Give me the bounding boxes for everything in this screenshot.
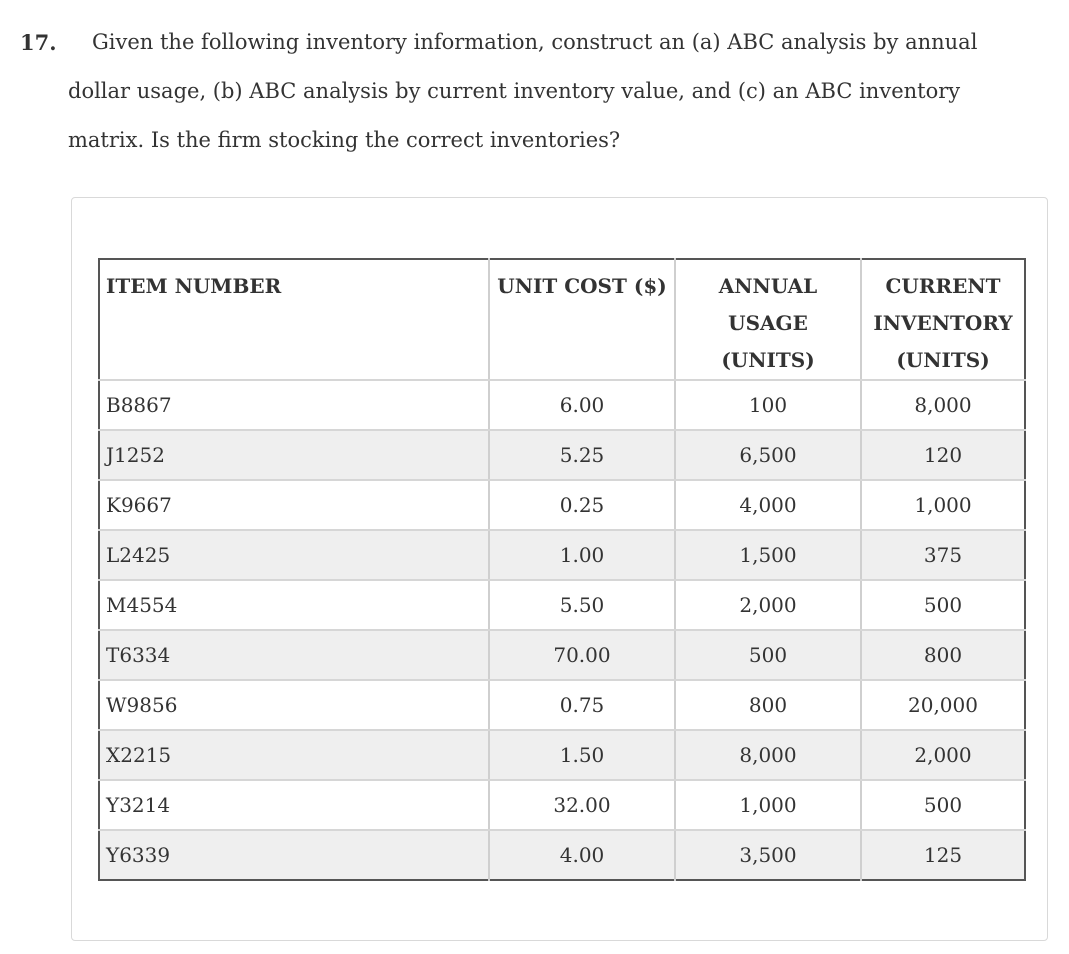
header-item-number: ITEM NUMBER	[99, 259, 489, 380]
cell-current-inventory: 8,000	[861, 380, 1025, 430]
cell-annual-usage: 3,500	[675, 830, 861, 880]
cell-current-inventory: 375	[861, 530, 1025, 580]
cell-current-inventory: 1,000	[861, 480, 1025, 530]
table-row	[99, 780, 1025, 830]
cell-current-inventory: 800	[861, 630, 1025, 680]
header-current-inventory-line: (UNITS)	[896, 348, 990, 372]
cell-annual-usage: 4,000	[675, 480, 861, 530]
table-row	[99, 530, 1025, 580]
cell-unit-cost: 1.00	[489, 530, 675, 580]
inventory-table	[98, 258, 1026, 881]
cell-unit-cost: 1.50	[489, 730, 675, 780]
cell-unit-cost: 0.25	[489, 480, 675, 530]
header-annual-usage-line: (UNITS)	[721, 348, 815, 372]
cell-annual-usage: 800	[675, 680, 861, 730]
header-current-inventory	[861, 259, 1025, 380]
cell-unit-cost: 0.75	[489, 680, 675, 730]
cell-current-inventory: 20,000	[861, 680, 1025, 730]
cell-unit-cost: 70.00	[489, 630, 675, 680]
cell-annual-usage: 2,000	[675, 580, 861, 630]
cell-unit-cost: 6.00	[489, 380, 675, 430]
cell-item: B8867	[99, 380, 489, 430]
table-row	[99, 630, 1025, 680]
question-text-line: Given the following inventory information, construct an (a) ABC analysis by annual	[92, 30, 978, 54]
header-annual-usage-line: USAGE	[728, 311, 808, 335]
table-card	[71, 197, 1048, 941]
cell-unit-cost: 5.25	[489, 430, 675, 480]
question-text-line: dollar usage, (b) ABC analysis by current inventory value, and (c) an ABC inventory	[68, 79, 961, 103]
table-row	[99, 730, 1025, 780]
table-header-row	[99, 259, 1025, 380]
cell-current-inventory: 500	[861, 580, 1025, 630]
cell-current-inventory: 500	[861, 780, 1025, 830]
cell-unit-cost: 32.00	[489, 780, 675, 830]
cell-current-inventory: 120	[861, 430, 1025, 480]
table-row	[99, 480, 1025, 530]
cell-item: J1252	[99, 430, 489, 480]
cell-annual-usage: 8,000	[675, 730, 861, 780]
question-line-3	[20, 116, 1060, 165]
header-current-inventory-line: INVENTORY	[873, 311, 1013, 335]
cell-annual-usage: 1,500	[675, 530, 861, 580]
cell-item: Y6339	[99, 830, 489, 880]
cell-item: M4554	[99, 580, 489, 630]
table-row	[99, 380, 1025, 430]
cell-annual-usage: 100	[675, 380, 861, 430]
header-annual-usage-line: ANNUAL	[718, 274, 818, 298]
header-current-inventory-line: CURRENT	[885, 274, 1001, 298]
cell-annual-usage: 500	[675, 630, 861, 680]
cell-item: Y3214	[99, 780, 489, 830]
cell-item: T6334	[99, 630, 489, 680]
header-annual-usage	[675, 259, 861, 380]
question-text-line: matrix. Is the firm stocking the correct inventories?	[68, 128, 621, 152]
question-block	[20, 18, 1060, 165]
table-row	[99, 830, 1025, 880]
cell-item: W9856	[99, 680, 489, 730]
question-number: 17.	[20, 30, 57, 55]
cell-item: L2425	[99, 530, 489, 580]
header-unit-cost: UNIT COST ($)	[489, 259, 675, 380]
cell-annual-usage: 6,500	[675, 430, 861, 480]
question-line-2	[20, 67, 1060, 116]
table-row	[99, 430, 1025, 480]
cell-item: K9667	[99, 480, 489, 530]
cell-current-inventory: 2,000	[861, 730, 1025, 780]
cell-item: X2215	[99, 730, 489, 780]
question-line-1	[20, 18, 1060, 67]
cell-unit-cost: 5.50	[489, 580, 675, 630]
cell-current-inventory: 125	[861, 830, 1025, 880]
cell-unit-cost: 4.00	[489, 830, 675, 880]
cell-annual-usage: 1,000	[675, 780, 861, 830]
table-row	[99, 580, 1025, 630]
table-row	[99, 680, 1025, 730]
